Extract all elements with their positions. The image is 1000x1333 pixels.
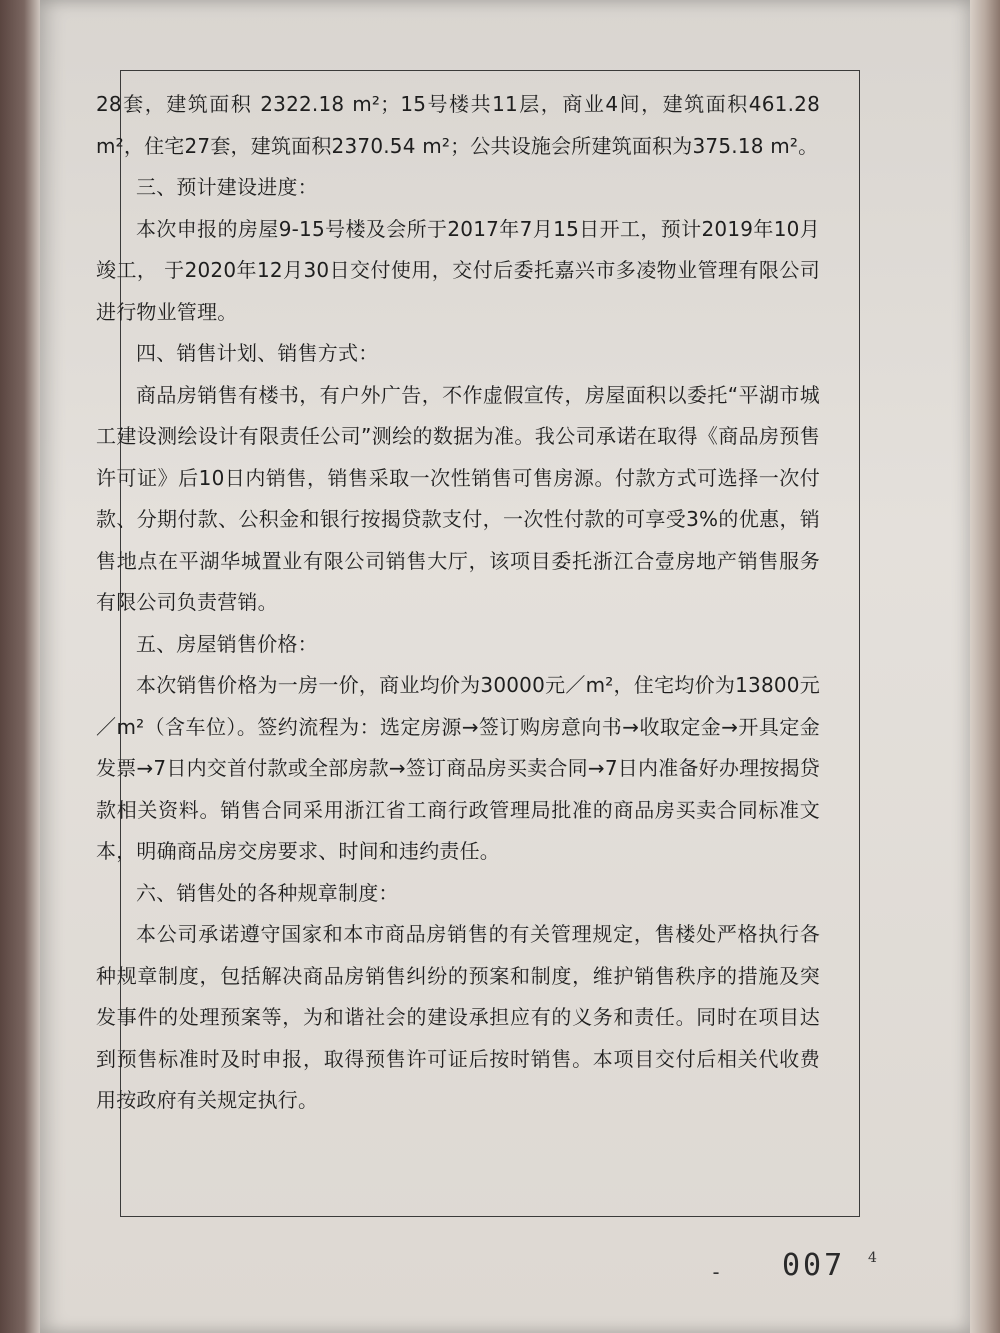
section-heading-rules: 六、销售处的各种规章制度： bbox=[136, 880, 399, 905]
page-number: 4 bbox=[868, 1250, 877, 1266]
footer-stamp-number: 007 bbox=[782, 1248, 846, 1283]
footer-dash: - bbox=[710, 1260, 723, 1284]
continuation-paragraph: 28套，建筑面积 2322.18 m²；15号楼共11层，商业4间，建筑面积461.28 m²，住宅27套，建筑面积2370.54 m²；公共设施会所建筑面积为375.18 m²。 bbox=[96, 92, 820, 158]
schedule-paragraph: 本次申报的房屋9-15号楼及会所于2017年7月15日开工，预计2019年10月竣工， 于2020年12月30日交付使用，交付后委托嘉兴市多凌物业管理有限公司进行物业管理。 bbox=[96, 216, 820, 324]
sales-plan-paragraph: 商品房销售有楼书，有户外广告，不作虚假宣传，房屋面积以委托“平湖市城工建设测绘设计有限责任公司”测绘的数据为准。我公司承诺在取得《商品房预售许可证》后10日内销售，销售采取一次性销售可售房源。付款方式可选择一次付款、分期付款、公积金和银行按揭贷款支付，一次性付款的可享受3%的优惠，销售地点在平湖华城置业有限公司销售大厅，该项目委托浙江合壹房地产销售服务有限公司负责营销。 bbox=[96, 382, 820, 614]
price-paragraph: 本次销售价格为一房一价，商业均价为30000元／m²，住宅均价为13800元／m²（含车位）。签约流程为：选定房源→签订购房意向书→收取定金→开具定金发票→7日内交首付款或全部房款→签订商品房买卖合同→7日内准备好办理按揭贷款相关资料。销售合同采用浙江省工商行政管理局批准的商品房买卖合同标准文本，明确商品房交房要求、时间和违约责任。 bbox=[96, 673, 820, 863]
section-heading-schedule: 三、预计建设进度： bbox=[136, 175, 318, 199]
rules-paragraph: 本公司承诺遵守国家和本市商品房销售的有关管理规定，售楼处严格执行各种规章制度，包括解决商品房销售纠纷的预案和制度，维护销售秩序的措施及突发事件的处理预案等，为和谐社会的建设承担应有的义务和责任。同时在项目达到预售标准时及时申报，取得预售许可证后按时销售。本项目交付后相关代收费用按政府有关规定执行。 bbox=[96, 922, 820, 1112]
desk-right-edge bbox=[970, 0, 1000, 1333]
desk-left-edge bbox=[0, 0, 40, 1333]
section-heading-price: 五、房屋销售价格： bbox=[136, 631, 318, 656]
section-heading-sales-plan: 四、销售计划、销售方式： bbox=[136, 341, 379, 365]
document-body bbox=[96, 84, 820, 1122]
